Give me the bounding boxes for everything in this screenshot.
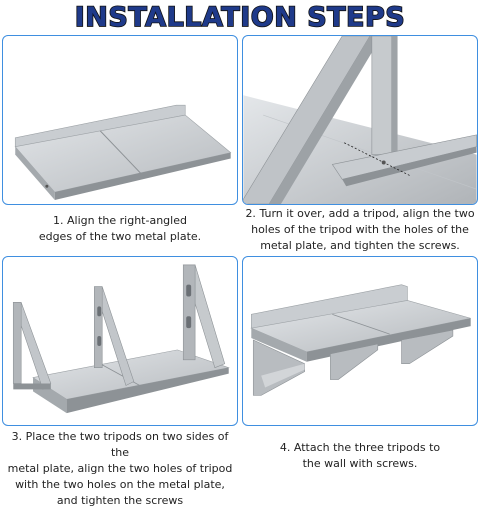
step-3-illustration	[3, 257, 237, 425]
step-4-illustration	[243, 257, 477, 425]
step-1-panel	[2, 35, 238, 205]
step-2-text: Turn it over, add a tripod, align the two holes of the tripod with the holes of the metal plate, and tighten the screws.	[251, 207, 475, 252]
step-2-caption	[242, 206, 478, 254]
title-graphic	[0, 0, 480, 34]
step-4-number: 4.	[279, 441, 291, 454]
step-1-illustration	[3, 36, 237, 204]
step-4-caption	[242, 440, 478, 472]
step-2-panel	[242, 35, 478, 205]
page-title	[0, 0, 480, 34]
title-text: INSTALLATION STEPS	[74, 2, 406, 33]
step-2-illustration	[243, 36, 477, 204]
step-1-number: 1.	[53, 214, 64, 227]
step-3-number: 3.	[11, 430, 23, 443]
step-3-caption	[2, 429, 238, 509]
step-4-text: Attach the three tripods to the wall with screws.	[293, 441, 441, 470]
step-1-text: Align the right-angled edges of the two metal plate.	[38, 214, 202, 243]
step-3-panel	[2, 256, 238, 426]
step-1-caption	[2, 213, 238, 245]
step-4-panel	[242, 256, 478, 426]
step-3-text: Place the two tripods on two sides of the metal plate, align the two holes of tripod with the two holes on the metal plate, and tighten the screws	[7, 430, 233, 507]
step-2-number: 2.	[245, 207, 256, 220]
